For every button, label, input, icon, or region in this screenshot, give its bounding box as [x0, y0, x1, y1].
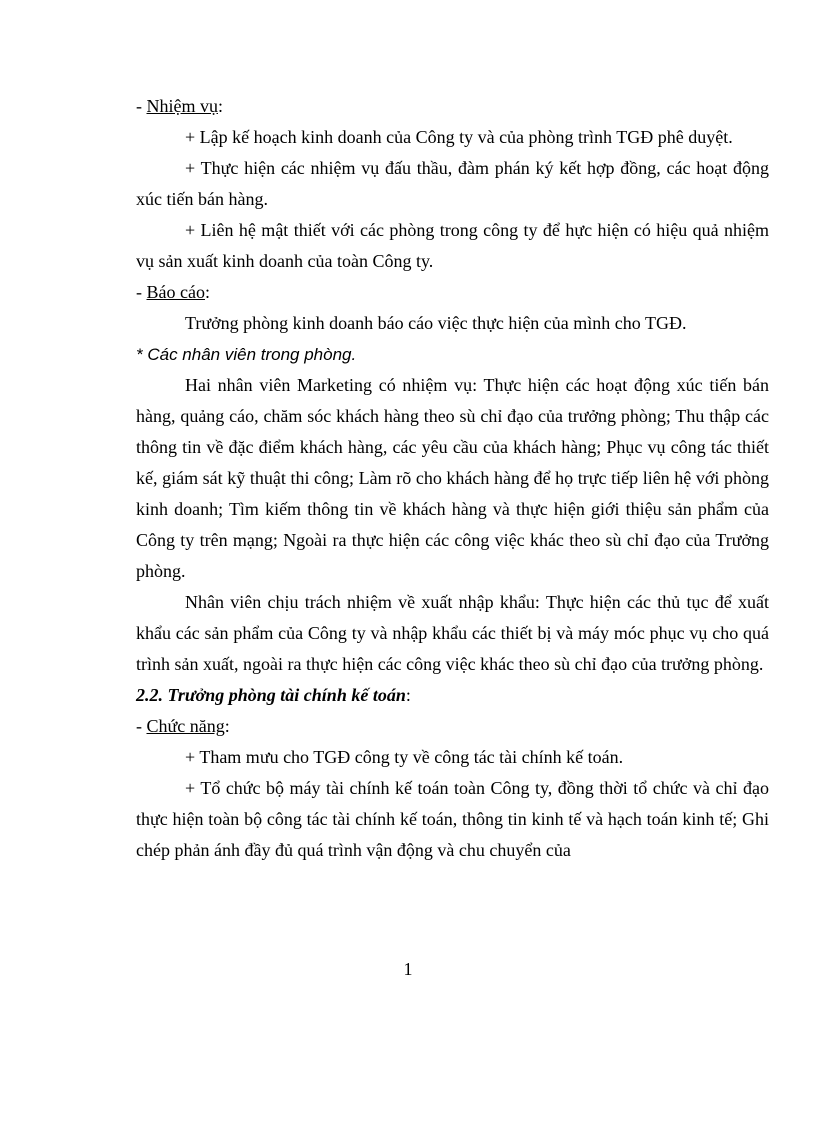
- nhiem-vu-label: Nhiệm vụ: [146, 96, 218, 116]
- page-content: [136, 91, 769, 866]
- nhiem-vu-item-1: + Lập kế hoạch kinh doanh của Công ty và của phòng trình TGĐ phê duyệt.: [185, 127, 733, 147]
- chuc-nang-item-2: + Tổ chức bộ máy tài chính kế toán toàn Công ty, đồng thời tổ chức và chỉ đạo thực hiện toàn bộ công tác tài chính kế toán, thông tin kinh tế và hạch toán kinh tế; Ghi chép phản ánh đầy đủ quá trình vận động và chu chuyển của: [136, 778, 769, 860]
- section-2-2-heading: 2.2. Trưởng phòng tài chính kế toán:: [136, 685, 411, 705]
- nhiem-vu-item-3: + Liên hệ mật thiết với các phòng trong công ty để hực hiện có hiệu quả nhiệm vụ sản xuất kinh doanh của toàn Công ty.: [136, 220, 769, 271]
- page-number: 1: [403, 959, 413, 979]
- nhiem-vu-heading: - Nhiệm vụ:: [136, 96, 224, 116]
- staff-heading: * Các nhân viên trong phòng.: [136, 345, 357, 364]
- chuc-nang-item-1: + Tham mưu cho TGĐ công ty về công tác tài chính kế toán.: [185, 747, 624, 767]
- import-export-paragraph: Nhân viên chịu trách nhiệm về xuất nhập khẩu: Thực hiện các thủ tục để xuất khẩu các sản phẩm của Công ty và nhập khẩu các thiết bị và máy móc phục vụ cho quá trình sản xuất, ngoài ra thực hiện các công việc khác theo sù chỉ đạo của trưởng phòng.: [136, 592, 769, 674]
- bao-cao-heading: - Báo cáo:: [136, 282, 210, 302]
- section-2-2-title: 2.2. Trưởng phòng tài chính kế toán: [136, 685, 406, 705]
- chuc-nang-label: Chức năng: [146, 716, 225, 736]
- marketing-paragraph: Hai nhân viên Marketing có nhiệm vụ: Thực hiện các hoạt động xúc tiến bán hàng, quảng cáo, chăm sóc khách hàng theo sù chỉ đạo của trưởng phòng; Thu thập các thông tin về đặc điểm khách hàng, các yêu cầu của khách hàng; Phục vụ công tác thiết kế, giám sát kỹ thuật thi công; Làm rõ cho khách hàng để họ trực tiếp liên hệ với phòng kinh doanh; Tìm kiếm thông tin về khách hàng và thực hiện giới thiệu sản phẩm của Công ty trên mạng; Ngoài ra thực hiện các công việc khác theo sù chỉ đạo của Trưởng phòng.: [136, 375, 769, 581]
- bao-cao-label: Báo cáo: [146, 282, 205, 302]
- bao-cao-text: Trưởng phòng kinh doanh báo cáo việc thực hiện của mình cho TGĐ.: [185, 313, 687, 333]
- chuc-nang-heading: - Chức năng:: [136, 716, 230, 736]
- nhiem-vu-item-2: + Thực hiện các nhiệm vụ đấu thầu, đàm phán ký kết hợp đồng, các hoạt động xúc tiến bán hàng.: [136, 158, 769, 209]
